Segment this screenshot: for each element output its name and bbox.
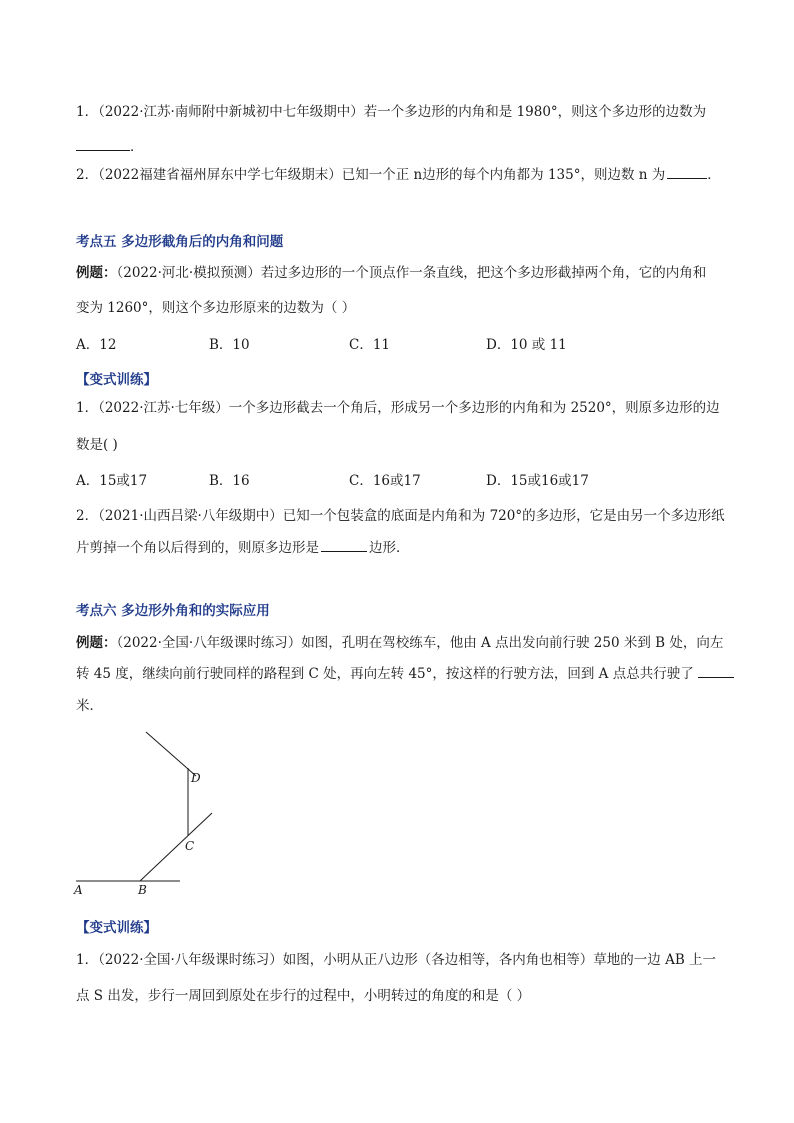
label-b: B [138,883,147,897]
ex5-choice-c[interactable]: C．11 [349,337,391,353]
ex6-blank[interactable] [698,663,734,678]
q1-answer-line: ． [76,136,726,157]
v5q1-line1: 1．（2022·江苏·七年级）一个多边形截去一个角后，形成另一个多边形的内角和为 2520°，则原多边形的边 [76,400,720,416]
ex6-line3: 米． [76,698,103,714]
ex5-line2: 变为 1260°，则这个多边形原来的边数为（ ） [76,300,356,316]
v6q1-line2: 点 S 出发，步行一周回到原处在步行的过程中，小明转过的角度的和是（ ） [76,988,531,1004]
v6q1-line1: 1．（2022·全国·八年级课时练习）如图，小明从正八边形（各边相等，各内角也相等）草地的一边 AB 上一 [76,952,717,968]
ex5-choice-b[interactable]: B．10 [209,337,250,353]
v5q1-choice-d[interactable]: D．15或16或17 [486,473,589,489]
q2-blank[interactable] [667,164,707,179]
label-d: D [191,771,201,785]
label-c: C [185,839,195,853]
q1-text: 1．（2022·江苏·南师附中新城初中七年级期中）若一个多边形的内角和是 1980°，则这个多边形的边数为 [76,104,707,120]
q2-text: 2．（2022福建省福州屏东中学七年级期末）已知一个正 n边形的每个内角都为 135°，则边数 n 为 ． [76,164,726,185]
q1-blank[interactable] [76,136,130,151]
ex5-choice-a[interactable]: A．12 [76,337,117,353]
ex5-choice-d[interactable]: D．10 或 11 [486,337,567,353]
ex5-line1: 例题：（2022·河北·模拟预测）若过多边形的一个顶点作一条直线，把这个多边形截掉两个角，它的内角和 [76,265,707,281]
ex6-line1: 例题：（2022·全国·八年级课时练习）如图，孔明在驾校练车，他由 A 点出发向前行驶 250 米到 B 处，向左 [76,635,724,651]
path-diagram [60,720,240,900]
v5q1-line2: 数是( ) [76,437,118,453]
segment-de [146,732,196,776]
v5q2-line2: 片剪掉一个角以后得到的，则原多边形是 边形． [76,537,726,558]
variant-training-label-2: 【变式训练】 [76,920,157,936]
section6-title: 考点六 多边形外角和的实际应用 [76,603,270,619]
section5-title: 考点五 多边形截角后的内角和问题 [76,234,284,250]
v5q1-choice-b[interactable]: B．16 [209,473,250,489]
variant-training-label: 【变式训练】 [76,372,157,388]
v5q1-choice-c[interactable]: C．16或17 [349,473,421,489]
ex6-line2: 转 45 度，继续向前行驶同样的路程到 C 处，再向左转 45°，按这样的行驶方法，回到 A 点总共行驶了 [76,663,726,684]
v5q1-choice-a[interactable]: A．15或17 [76,473,148,489]
segment-bc [140,813,212,881]
label-a: A [74,883,83,897]
v5q2-blank[interactable] [321,537,367,552]
v5q2-line1: 2．（2021·山西吕梁·八年级期中）已知一个包装盒的底面是内角和为 720°的多边形，它是由另一个多边形纸 [76,508,725,524]
